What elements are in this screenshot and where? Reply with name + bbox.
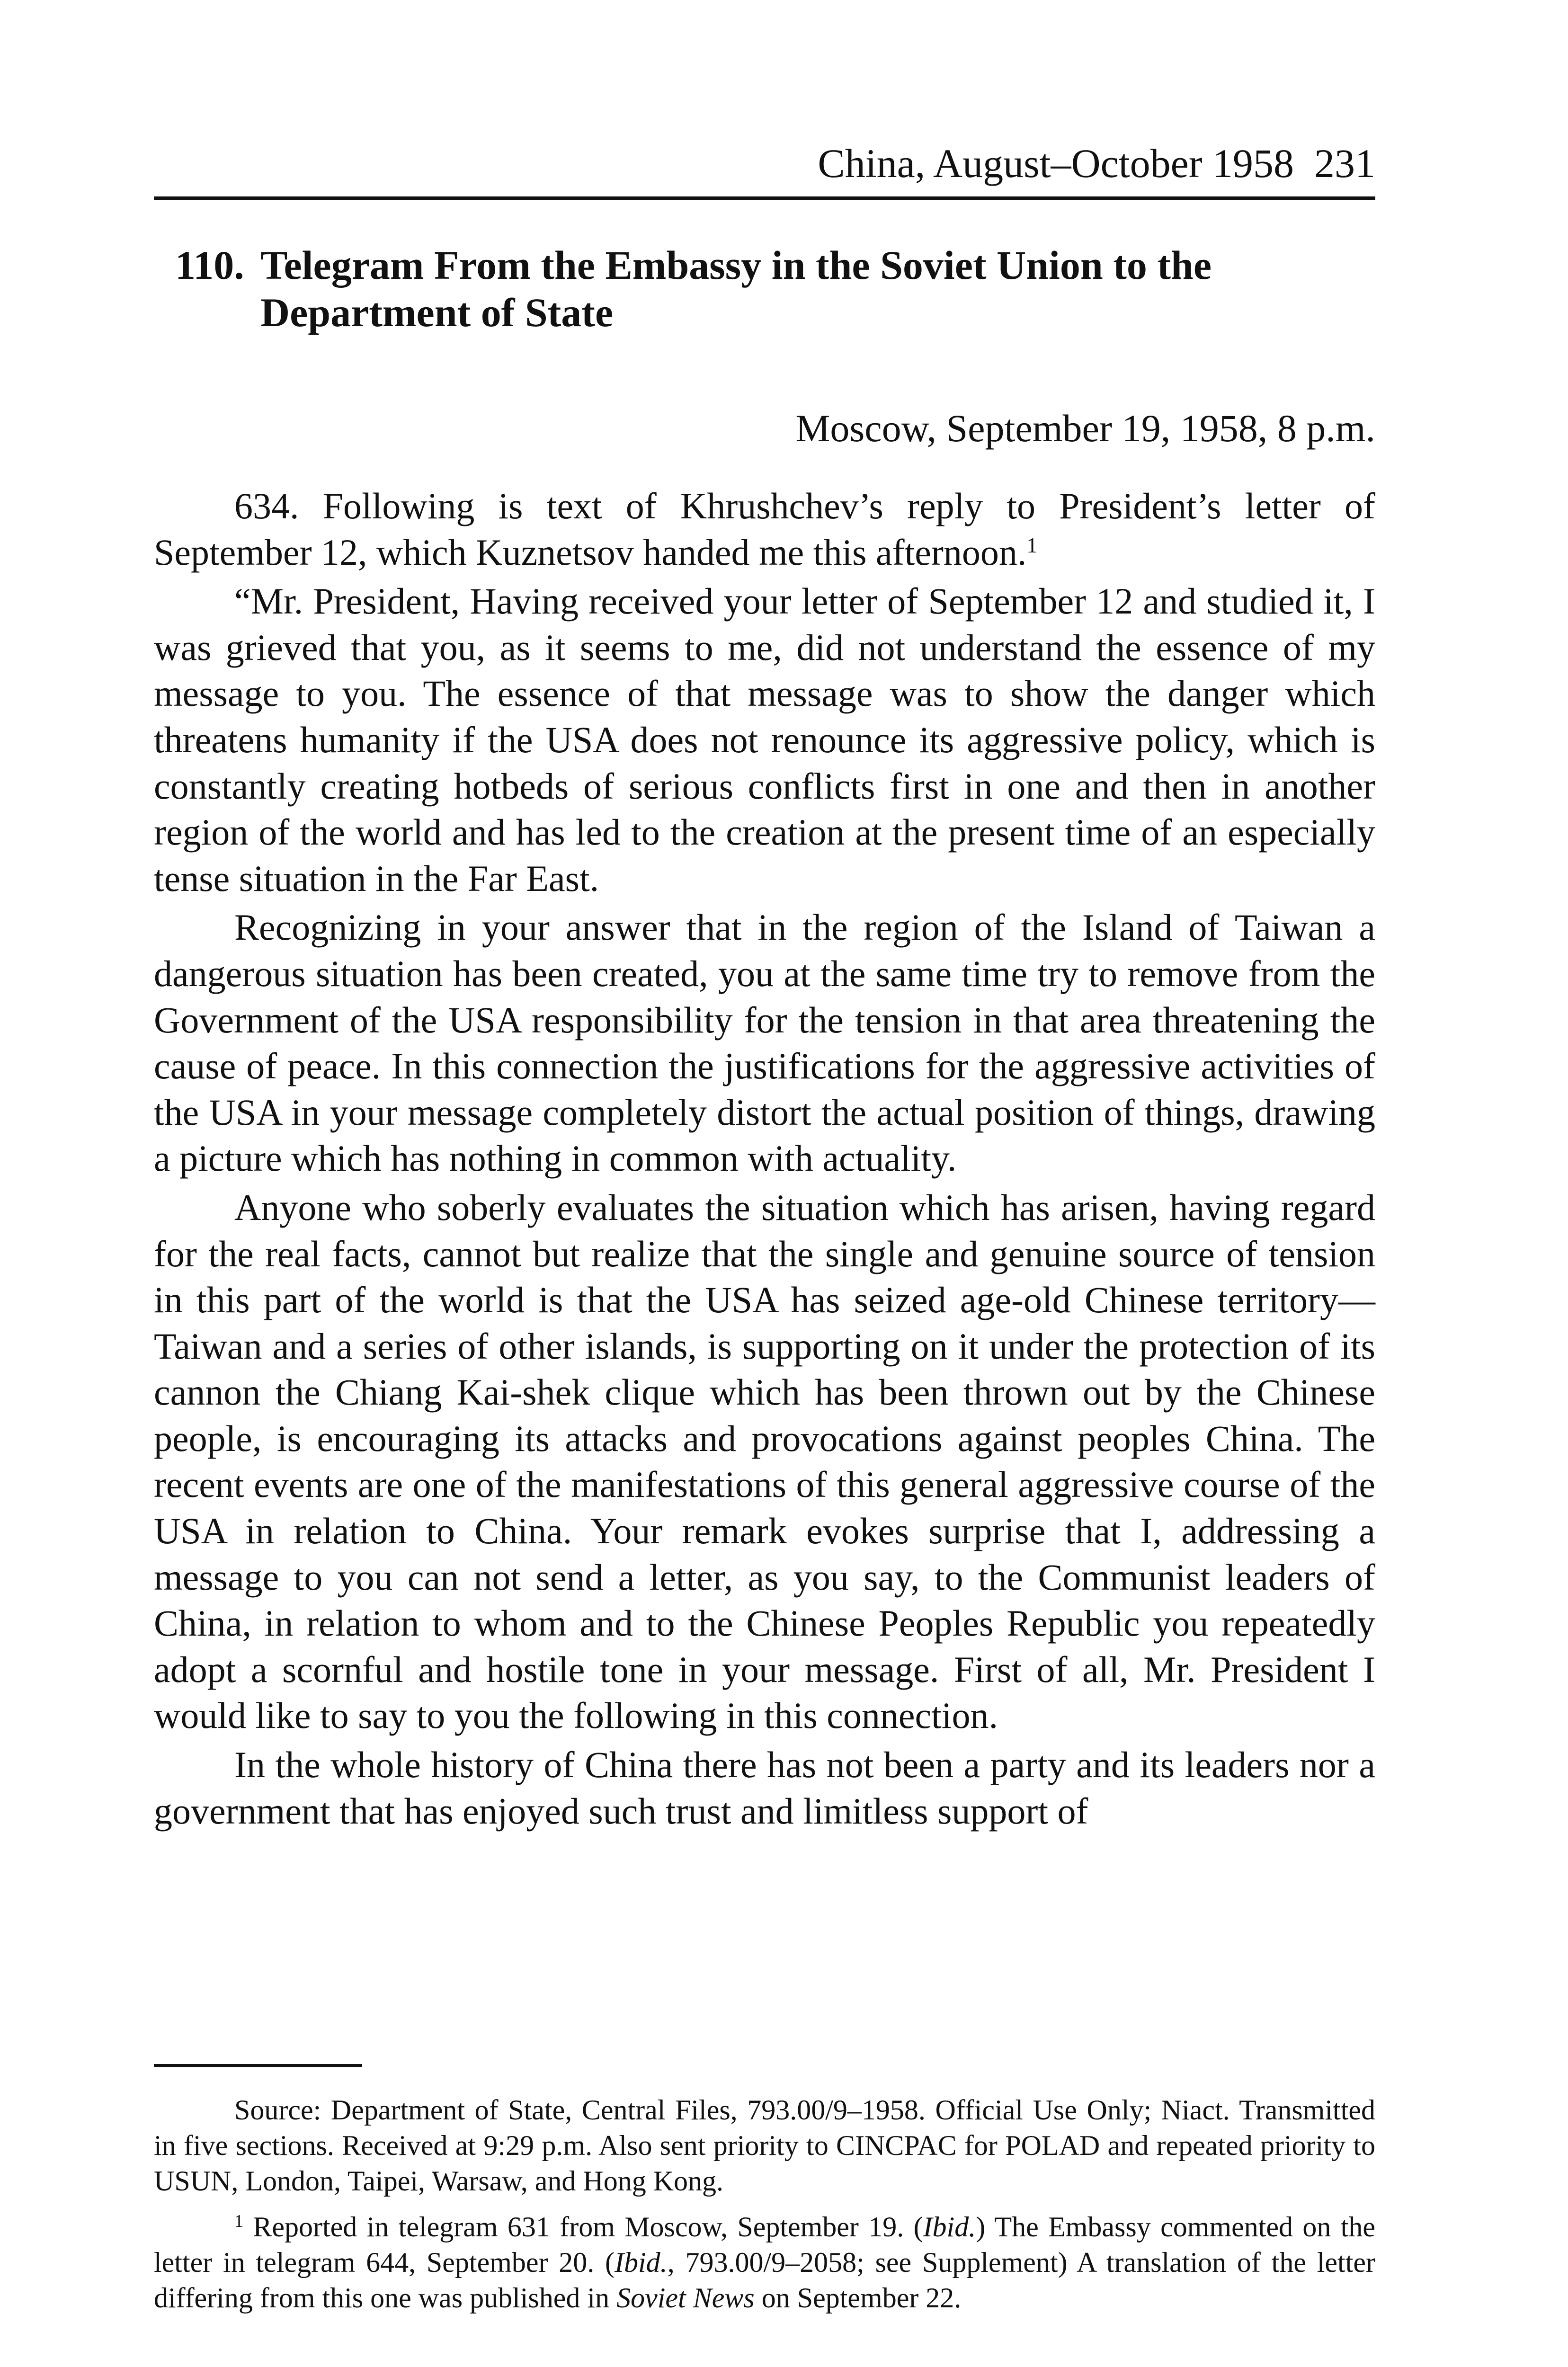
footnote-1-ibid-1: Ibid. [923, 2211, 976, 2242]
paragraph-1 [154, 483, 1375, 575]
dateline: Moscow, September 19, 1958, 8 p.m. [795, 407, 1375, 450]
paragraph-3: Recognizing in your answer that in the region of the Island of Taiwan a dangerous situation has been created, you at the same time try to remove from the Government of the USA responsibility for the tension in that area threatening the cause of peace. In this connection the justifications for the aggressive activities of the USA in your message completely distort the actual position of things, drawing a picture which has nothing in common with actuality. [154, 907, 1375, 1179]
footnote-1-text-c: , 793.00/9–2058; see Supplement) A translation of the letter differing from this one was published in [154, 2247, 1375, 2314]
paragraph-2: “Mr. President, Having received your letter of September 12 and studied it, I was grieved that you, as it seems to me, did not understand the essence of my message to you. The essence of that message was to show the danger which threatens humanity if the USA does not renounce its aggressive policy, which is constantly creating hotbeds of serious conflicts first in one and then in another region of the world and has led to the creation at the present time of an especially tense situation in the Far East. [154, 580, 1375, 899]
running-head-title: China, August–October 1958 [818, 141, 1294, 186]
footnote-1-mark: 1 [234, 2211, 243, 2231]
telegram-body [154, 483, 1375, 1834]
footnote-reference-1: 1 [1026, 533, 1038, 557]
footnote-1-publication: Soviet News [616, 2282, 755, 2314]
footnote-1 [154, 2209, 1375, 2316]
footnote-1-ibid-2: Ibid. [615, 2247, 668, 2278]
document-heading [175, 241, 1311, 336]
document-title: Telegram From the Embassy in the Soviet Union to the Department of State [260, 242, 1212, 335]
paragraph-4: Anyone who soberly evaluates the situation which has arisen, having regard for the real facts, cannot but realize that the single and genuine source of tension in this part of the world is that the USA has seized age-old Chinese territory—Taiwan and a series of other islands, is supporting on it under the protection of its cannon the Chiang Kai-shek clique which has been thrown out by the Chinese people, is encouraging its attacks and provocations against peoples China. The recent events are one of the manifestations of this general aggressive course of the USA in relation to China. Your remark evokes surprise that I, addressing a message to you can not send a letter, as you say, to the Communist leaders of China, in relation to whom and to the Chinese Peoples Republic you repeatedly adopt a scornful and hostile tone in your message. First of all, Mr. President I would like to say to you the following in this connection. [154, 1186, 1375, 1736]
header-rule [154, 196, 1375, 200]
footnote-1-text-d: on September 22. [754, 2282, 962, 2314]
footnotes [154, 2092, 1375, 2316]
paragraph-5: In the whole history of China there has not been a party and its leaders nor a government that has enjoyed such trust and limitless support of [154, 1744, 1375, 1832]
document-number: 110. [175, 242, 244, 288]
source-note: Source: Department of State, Central Files, 793.00/9–1958. Official Use Only; Niact. Transmitted in five sections. Received at 9:29 p.m. Also sent priority to CINCPAC for POLAD and repeated priority to USUN, London, Taipei, Warsaw, and Hong Kong. [154, 2094, 1375, 2197]
footnote-1-text-b: ) The Embassy commented on the letter in telegram 644, September 20. ( [154, 2211, 1376, 2278]
page-number: 231 [1314, 141, 1375, 186]
footnote-1-text-a: Reported in telegram 631 from Moscow, September 19. ( [253, 2211, 923, 2242]
running-head [154, 137, 1375, 189]
footnote-rule [154, 2064, 362, 2067]
paragraph-1-text: 634. Following is text of Khrushchev’s reply to President’s letter of September 12, which Kuznetsov handed me this afternoon. [154, 485, 1375, 573]
